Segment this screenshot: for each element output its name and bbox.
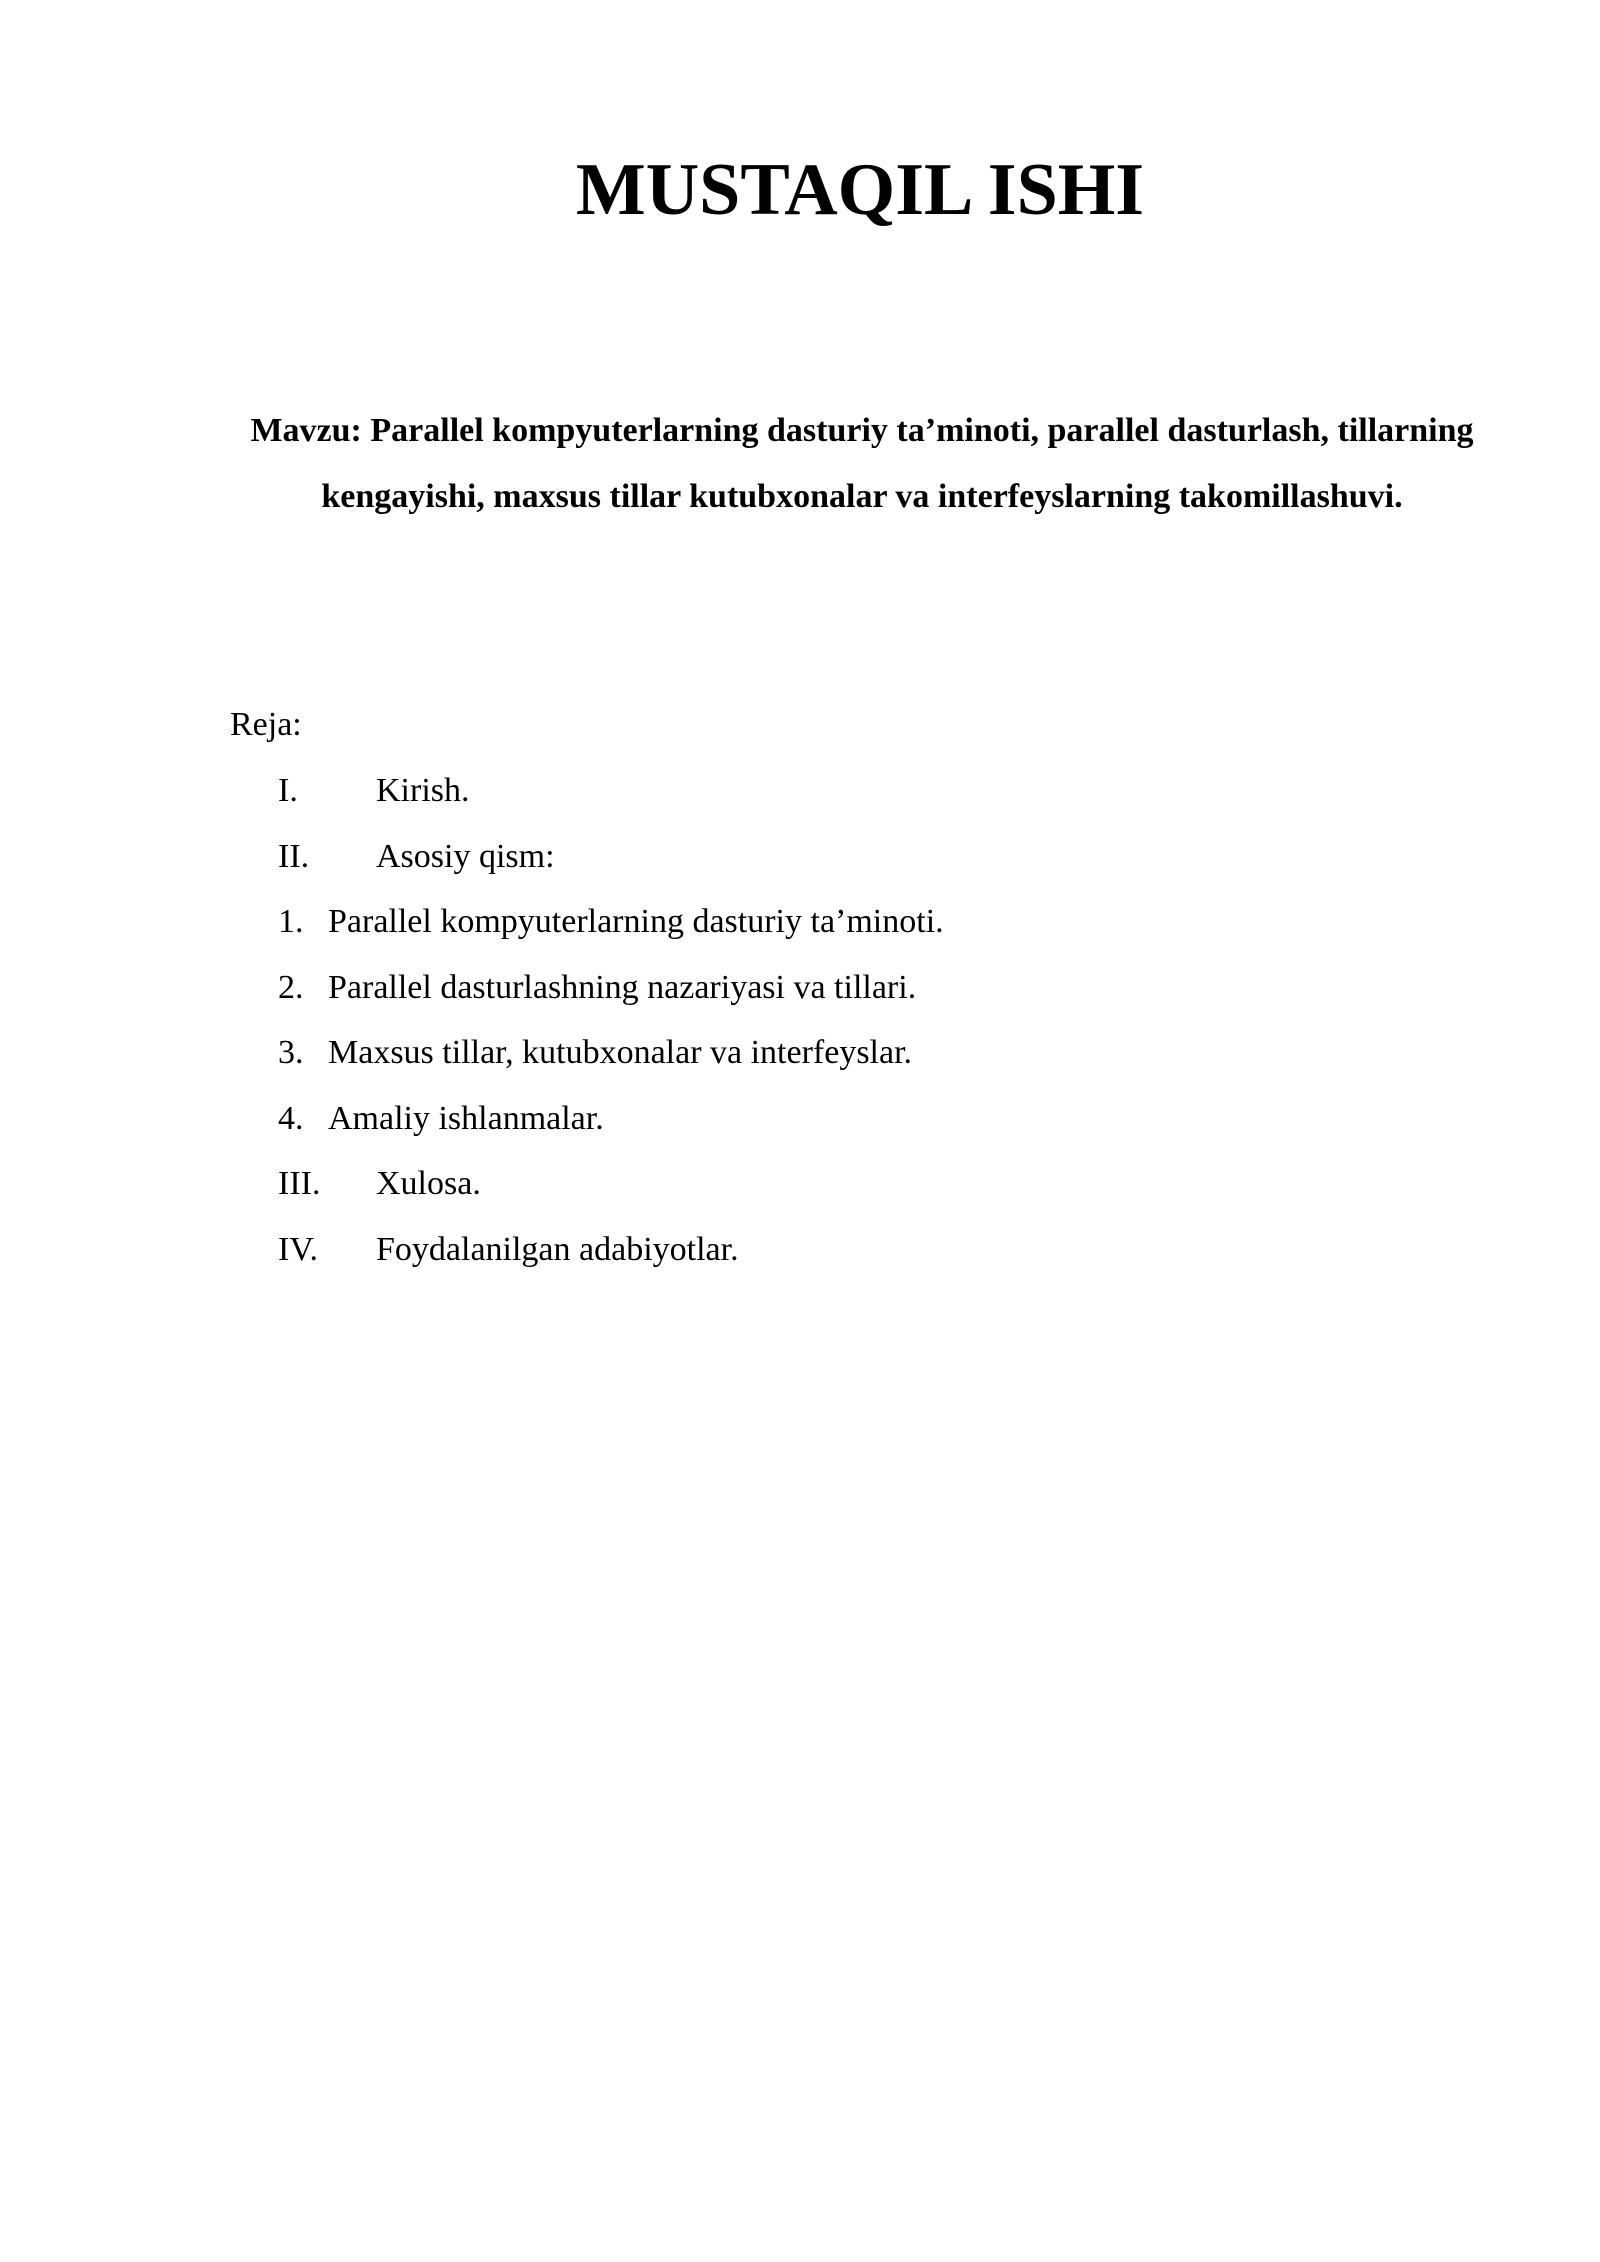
plan-item [278,1151,944,1217]
document-topic: Mavzu: Parallel kompyuterlarning dasturiy ta’minoti, parallel dasturlash, tillarning kengayishi, maxsus tillar kutubxonalar va interfeyslarning takomillashuvi. [250,412,1474,515]
plan-item [278,1217,944,1283]
plan-item-number: IV. [278,1230,318,1268]
plan-item-text: Amaliy ishlanmalar. [328,1099,604,1137]
plan-item-number: III. [278,1165,321,1202]
plan-item [278,758,944,824]
plan-item-number: I. [278,772,298,809]
plan-item-number: 1. [278,903,304,940]
plan-list [278,758,944,1282]
plan-heading: Reja: [230,706,302,743]
plan-item-text: Parallel kompyuterlarning dasturiy ta’minoti. [328,903,944,940]
plan-item-text: Asosiy qism: [376,837,555,875]
plan-item-text: Parallel dasturlashning nazariyasi va tillari. [328,968,917,1006]
plan-item-text: Foydalanilgan adabiyotlar. [376,1230,739,1268]
plan-item-text: Maxsus tillar, kutubxonalar va interfeyslar. [328,1034,913,1071]
plan-item [278,889,944,955]
plan-item [278,824,944,890]
plan-item [278,955,944,1021]
plan-item-number: 3. [278,1034,304,1071]
document-title: MUSTAQIL ISHI [575,149,1145,231]
plan-item-text: Xulosa. [376,1165,481,1202]
plan-item-number: 2. [278,968,304,1006]
plan-item [278,1086,944,1152]
plan-item [278,1020,944,1086]
plan-item-number: 4. [278,1099,304,1137]
plan-item-text: Kirish. [376,772,470,809]
plan-item-number: II. [278,837,310,875]
